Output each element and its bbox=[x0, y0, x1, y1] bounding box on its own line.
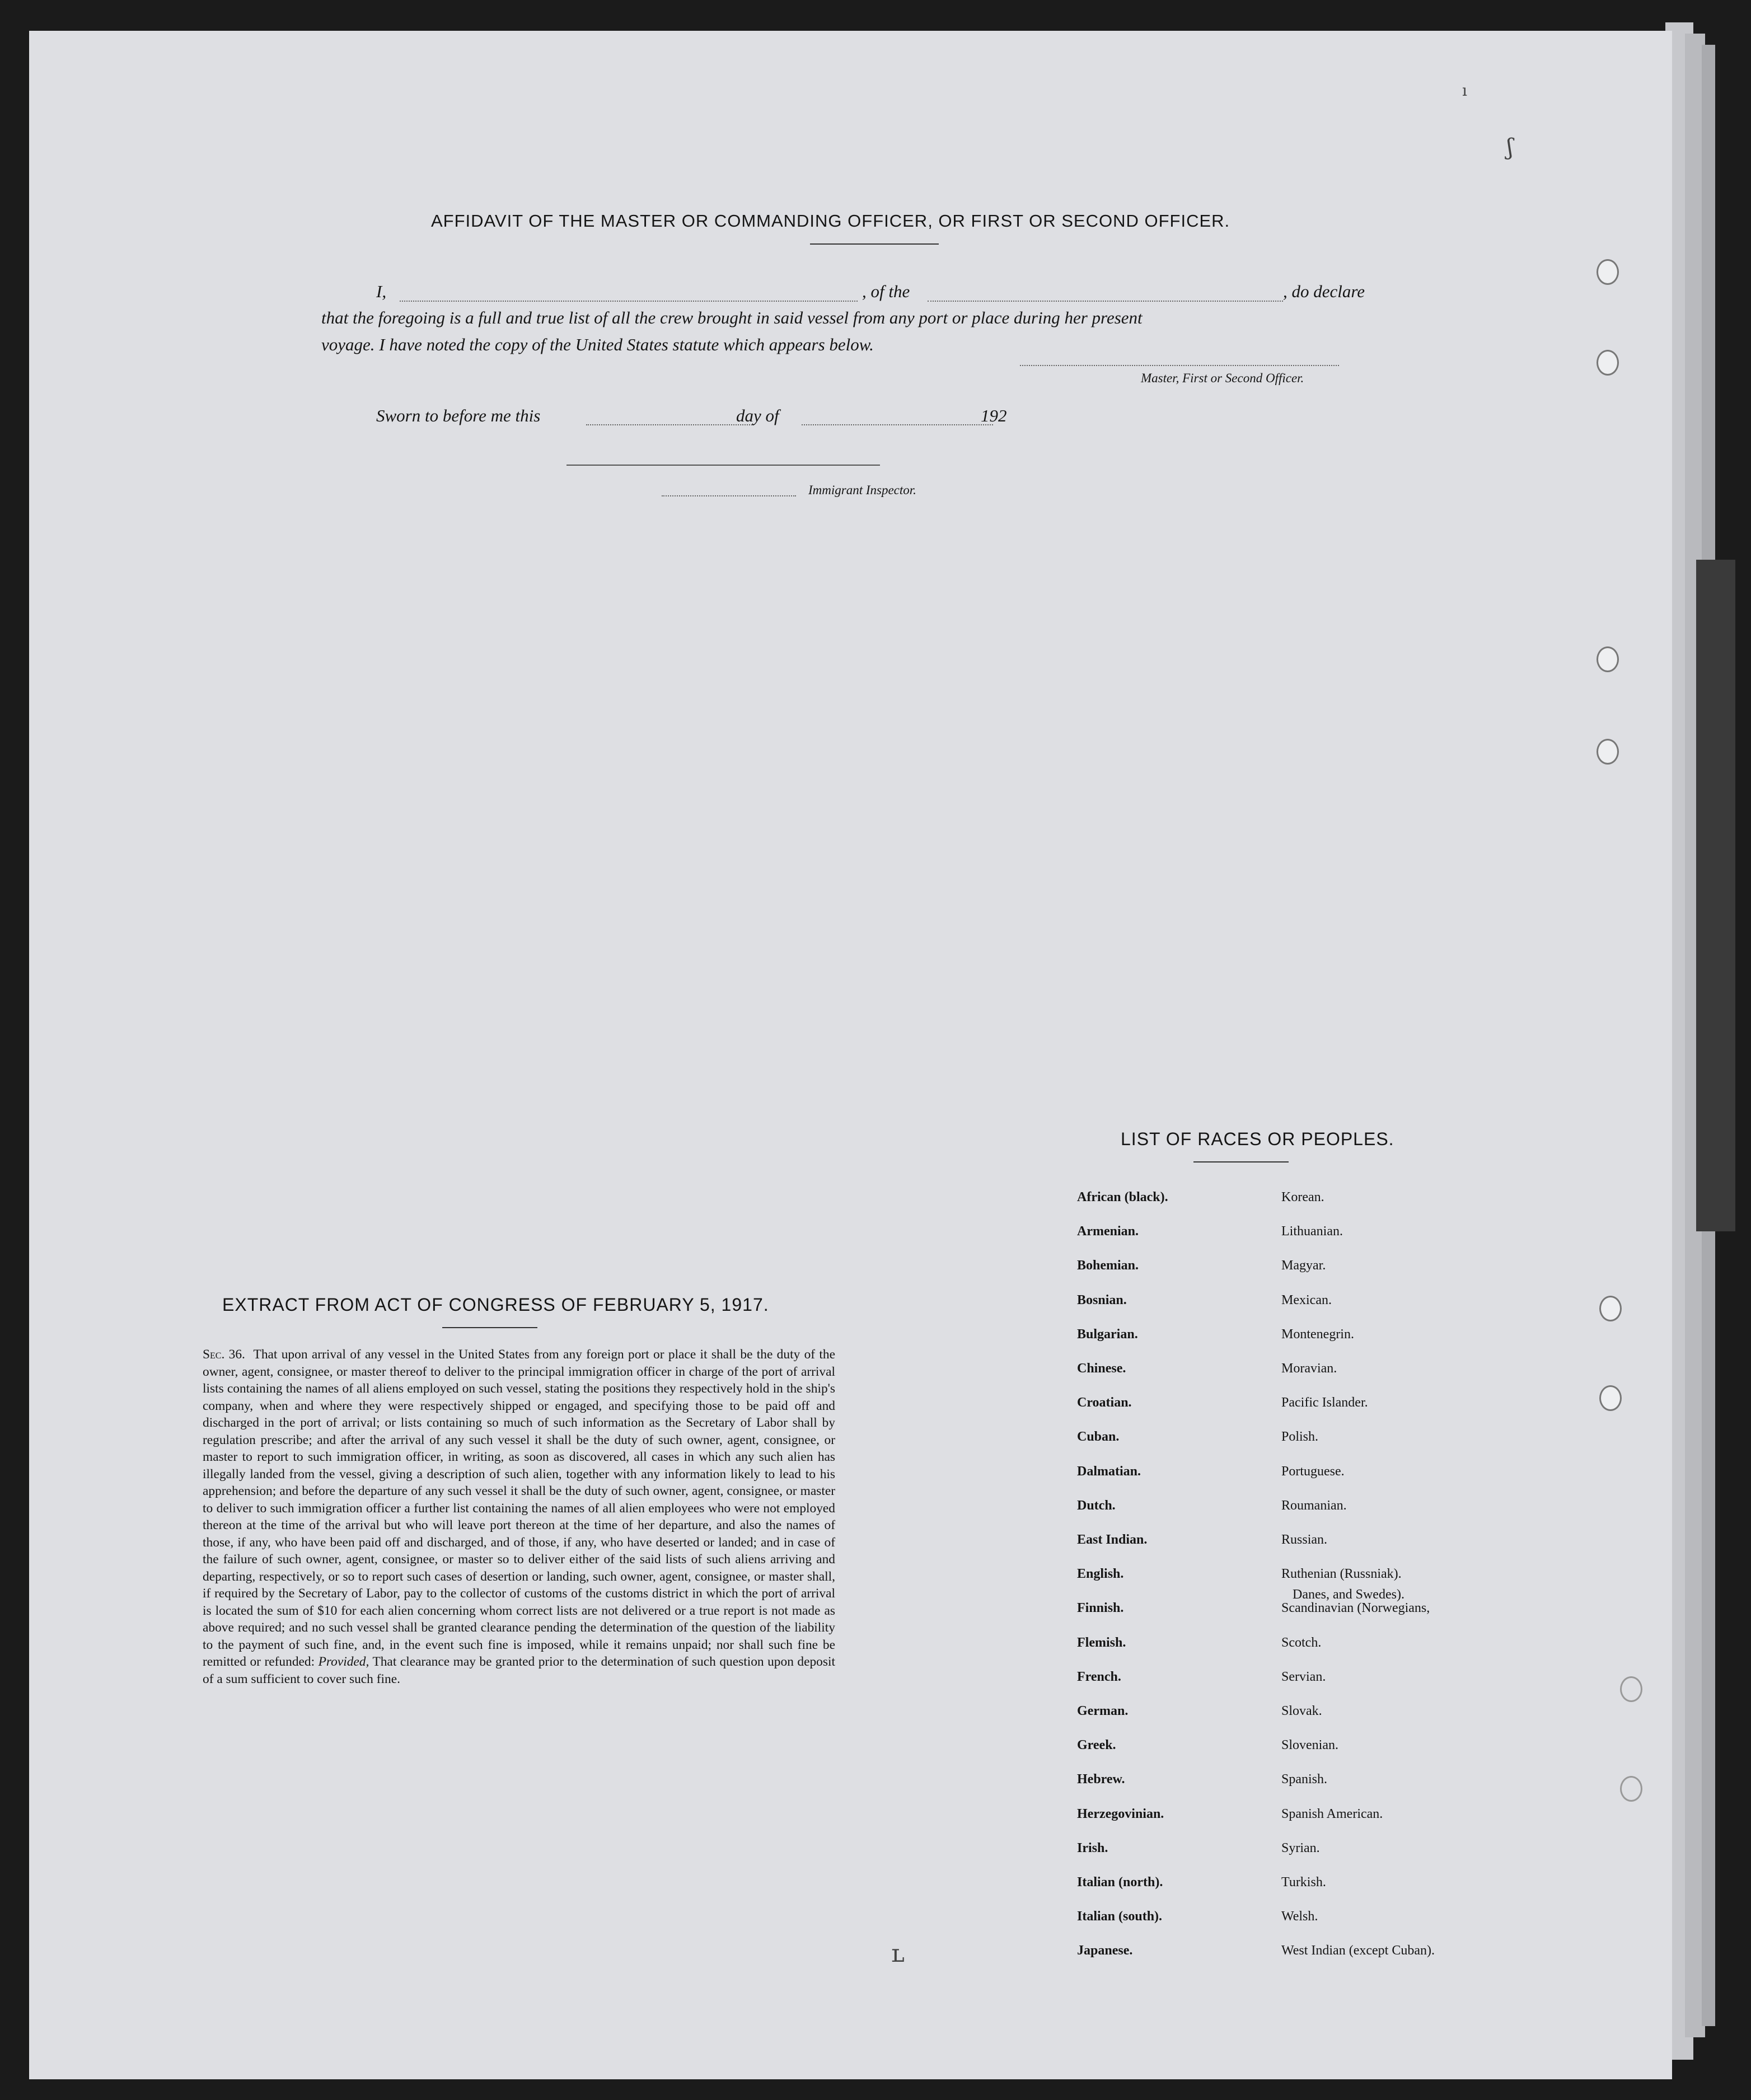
binder-hole bbox=[1599, 1385, 1622, 1411]
race-item-continuation: Danes, and Swedes). bbox=[1293, 1587, 1404, 1602]
sworn-day-blank bbox=[586, 424, 754, 425]
statute-body-1: That upon arrival of any vessel in the United States from any foreign port or place it shall be the duty of the owner, agent, consignee, or master thereof to deliver to the principal immigration officer in charge of the port of arrival lists containing the names of all aliens employed on such vessel, stating the positions they respectively hold in the ship's company, when and where they were respectively shipped or engaged, and specifying those to be paid off and discharged in the port of arrival; or lists containing so much of such information as the Secretary of Labor shall by regulation prescribe; and after the arrival of any such vessel it shall be the duty of such owner, agent, consignee, or master to report to such immigration officer, in writing, as soon as discovered, all cases in which any such alien has illegally landed from the vessel, giving a description of such alien, together with any information likely to lead to his apprehension; and before the departure of any such vessel it shall be the duty of such owner, agent, consignee, or master to deliver to such immigration officer a further list containing the names of all alien employees who were not employed thereon at the time of the arrival but who will leave port thereon at the time of her departure, and also the names of those, if any, who have been paid off and discharged, and of those, if any, who have deserted or landed; and in case of the failure of such owner, agent, consignee, or master so to deliver either of the said lists of such aliens arriving and departing, respectively, or so to report such cases of desertion or landing, such owner, agent, consignee, or master shall, if required by the Secretary of Labor, pay to the collector of customs of the customs district in which the port of arrival is located the sum of $10 for each alien concerning whom correct lists are not delivered or a true report is not made as above required; and no such vessel shall be granted clearance pending the determination of the question of the liability to the payment of such fine, and, in the event such fine is imposed, while it remains unpaid; nor shall such fine be remitted or refunded: bbox=[203, 1347, 835, 1669]
race-item: Bohemian. bbox=[1077, 1258, 1139, 1273]
statute-text bbox=[203, 1346, 835, 1687]
extract-title: EXTRACT FROM ACT OF CONGRESS OF FEBRUARY 5, 1917. bbox=[222, 1295, 769, 1315]
binder-hole bbox=[1597, 646, 1619, 672]
affidavit-title: AFFIDAVIT OF THE MASTER OR COMMANDING OFFICER, OR FIRST OR SECOND OFFICER. bbox=[431, 211, 1230, 231]
race-item: Magyar. bbox=[1281, 1258, 1326, 1273]
pencil-mark: ʃ bbox=[1507, 134, 1513, 160]
race-item: Ruthenian (Russniak). bbox=[1281, 1567, 1402, 1582]
sworn-prefix: Sworn to before me this bbox=[376, 406, 541, 425]
declaration-line-3: voyage. I have noted the copy of the United States statute which appears below. bbox=[321, 335, 874, 354]
pencil-mark: ʟ bbox=[891, 1939, 905, 1968]
sworn-day-of: day of bbox=[736, 406, 779, 425]
document-page bbox=[29, 31, 1672, 2079]
races-title-rule bbox=[1193, 1161, 1289, 1162]
extract-title-rule bbox=[442, 1327, 537, 1328]
race-item: Portuguese. bbox=[1281, 1464, 1345, 1479]
race-item: Croatian. bbox=[1077, 1395, 1132, 1410]
race-item: Bosnian. bbox=[1077, 1292, 1127, 1307]
race-item: Servian. bbox=[1281, 1669, 1326, 1684]
race-item: West Indian (except Cuban). bbox=[1281, 1943, 1435, 1958]
declaration-line-2: that the foregoing is a full and true list of all the crew brought in said vessel from any port or place during her present bbox=[321, 308, 1143, 327]
race-item: English. bbox=[1077, 1567, 1124, 1582]
race-item: Japanese. bbox=[1077, 1943, 1133, 1958]
race-item: French. bbox=[1077, 1669, 1121, 1684]
race-item: Slovenian. bbox=[1281, 1738, 1338, 1753]
race-item: Mexican. bbox=[1281, 1292, 1332, 1307]
sworn-year: 192 bbox=[981, 406, 1007, 425]
provided-word: Provided, bbox=[318, 1654, 369, 1669]
signature-line bbox=[1020, 365, 1339, 366]
race-item: Korean. bbox=[1281, 1190, 1324, 1204]
race-item: Bulgarian. bbox=[1077, 1326, 1138, 1342]
race-item: Slovak. bbox=[1281, 1704, 1322, 1718]
race-item: Irish. bbox=[1077, 1840, 1108, 1855]
declaration-do-declare: , do declare bbox=[1283, 282, 1365, 301]
race-item: Montenegrin. bbox=[1281, 1326, 1354, 1342]
race-item: Pacific Islander. bbox=[1281, 1395, 1368, 1410]
race-item: Herzegovinian. bbox=[1077, 1806, 1164, 1821]
race-item: Polish. bbox=[1281, 1429, 1319, 1445]
binder-hole bbox=[1620, 1676, 1642, 1702]
sworn-month-blank bbox=[802, 424, 993, 425]
race-item: Scotch. bbox=[1281, 1635, 1322, 1650]
race-item: Finnish. bbox=[1077, 1601, 1124, 1616]
statute-body-2: That clearance may be granted prior to the determination of such question upon deposit of a sum sufficient to cover such fine. bbox=[203, 1654, 835, 1686]
race-item: Greek. bbox=[1077, 1738, 1116, 1753]
binder-hole bbox=[1597, 259, 1619, 285]
race-item: African (black). bbox=[1077, 1190, 1168, 1204]
race-item: Cuban. bbox=[1077, 1429, 1120, 1445]
binder-hole bbox=[1597, 739, 1619, 765]
section-label: Sec. 36. bbox=[203, 1347, 245, 1362]
race-item: Russian. bbox=[1281, 1532, 1328, 1547]
declaration-i: I, bbox=[376, 282, 387, 301]
inspector-line bbox=[662, 495, 796, 496]
race-item: East Indian. bbox=[1077, 1532, 1148, 1547]
races-title: LIST OF RACES OR PEOPLES. bbox=[1121, 1129, 1394, 1149]
race-item: Spanish American. bbox=[1281, 1806, 1383, 1821]
race-item: Hebrew. bbox=[1077, 1772, 1125, 1787]
race-item: Welsh. bbox=[1281, 1909, 1318, 1924]
inspector-rule bbox=[566, 465, 880, 466]
race-item: Armenian. bbox=[1077, 1224, 1139, 1239]
race-item: Spanish. bbox=[1281, 1772, 1328, 1787]
binder-hole bbox=[1599, 1296, 1622, 1321]
inspector-label: Immigrant Inspector. bbox=[808, 483, 916, 497]
race-item: Chinese. bbox=[1077, 1361, 1126, 1376]
race-item: Roumanian. bbox=[1281, 1498, 1347, 1513]
name-blank bbox=[400, 301, 858, 302]
pencil-mark: ı bbox=[1462, 81, 1467, 100]
race-item: German. bbox=[1077, 1704, 1129, 1718]
vessel-blank bbox=[928, 301, 1283, 302]
race-item: Dalmatian. bbox=[1077, 1464, 1141, 1479]
race-item: Dutch. bbox=[1077, 1498, 1116, 1513]
race-item: Flemish. bbox=[1077, 1635, 1126, 1650]
binder-hole bbox=[1620, 1776, 1642, 1802]
title-rule bbox=[810, 243, 939, 245]
race-item: Italian (south). bbox=[1077, 1909, 1163, 1924]
race-item: Moravian. bbox=[1281, 1361, 1337, 1376]
declaration-of-the: , of the bbox=[862, 282, 910, 301]
binder-hole bbox=[1597, 350, 1619, 376]
race-item: Italian (north). bbox=[1077, 1875, 1163, 1890]
binding-shadow bbox=[1696, 560, 1735, 1231]
race-item: Syrian. bbox=[1281, 1840, 1320, 1855]
signature-label: Master, First or Second Officer. bbox=[1141, 371, 1304, 385]
race-item: Scandinavian (Norwegians, bbox=[1281, 1601, 1430, 1616]
race-item: Turkish. bbox=[1281, 1875, 1326, 1890]
bleed-through-text bbox=[158, 148, 168, 179]
race-item: Lithuanian. bbox=[1281, 1224, 1343, 1239]
